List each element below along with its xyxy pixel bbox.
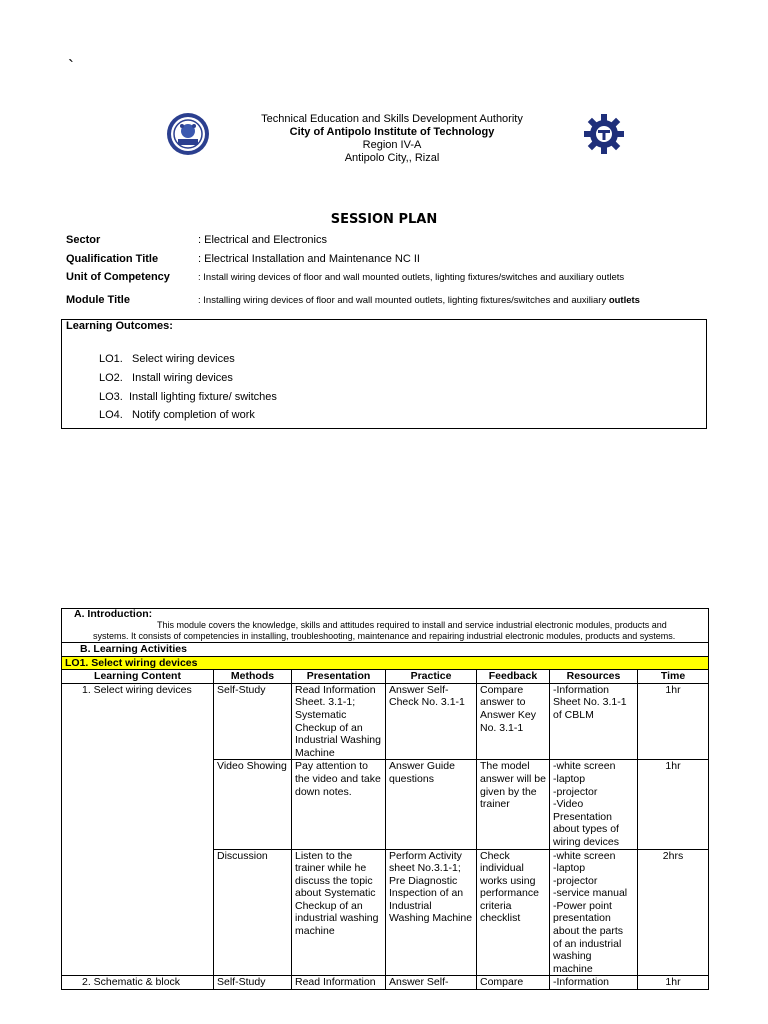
presentation-cell: Read Information — [292, 976, 386, 990]
learning-outcomes-title: Learning Outcomes: — [66, 320, 173, 332]
learning-activities-label: B. Learning Activities — [62, 643, 709, 657]
page-title: SESSION PLAN — [330, 212, 438, 227]
session-plan-table — [61, 608, 709, 990]
methods-cell: Video Showing — [214, 760, 292, 849]
introduction-label: A. Introduction: — [74, 608, 153, 620]
institute-name: City of Antipolo Institute of Technology — [289, 126, 495, 138]
header-time: Time — [638, 670, 709, 684]
resources-cell: -Information Sheet No. 3.1-1 of CBLM — [550, 683, 638, 760]
qualification-value: : Electrical Installation and Maintenance NC II — [198, 253, 420, 265]
module-value-bold: outlets — [608, 295, 640, 306]
methods-cell: Self-Study — [214, 976, 292, 990]
header-presentation: Presentation — [292, 670, 386, 684]
practice-cell: Perform Activity sheet No.3.1-1; Pre Diagnostic Inspection of an Industrial Washing Machine — [386, 849, 477, 976]
table-row — [62, 683, 709, 760]
lo1-label: LO1. Select wiring devices — [62, 656, 709, 670]
resources-cell: -Information — [550, 976, 638, 990]
table-header-row — [62, 670, 709, 684]
stray-mark: ` — [68, 57, 74, 77]
qualification-label: Qualification Title — [66, 253, 159, 265]
city: Antipolo City,, Rizal — [344, 152, 440, 164]
practice-cell: Answer Self-Check No. 3.1-1 — [386, 683, 477, 760]
time-cell: 2hrs — [638, 849, 709, 976]
feedback-cell: The model answer will be given by the trainer — [477, 760, 550, 849]
outcome-item: LO2. Install wiring devices — [99, 372, 233, 384]
outcome-item: LO1. Select wiring devices — [99, 353, 235, 365]
unit-label: Unit of Competency — [66, 271, 170, 283]
introduction-row — [62, 609, 709, 643]
sector-value: : Electrical and Electronics — [198, 234, 327, 246]
feedback-cell: Compare — [477, 976, 550, 990]
table-row — [62, 976, 709, 990]
header-practice: Practice — [386, 670, 477, 684]
learning-content-cell: 1. Select wiring devices — [62, 683, 214, 976]
institution-header — [200, 113, 584, 165]
practice-cell: Answer Self- — [386, 976, 477, 990]
practice-cell: Answer Guide questions — [386, 760, 477, 849]
sector-label: Sector — [66, 234, 101, 246]
time-cell: 1hr — [638, 976, 709, 990]
introduction-cell — [62, 609, 709, 643]
learning-activities-row — [62, 643, 709, 657]
introduction-text: This module covers the knowledge, skills and attitudes required to install and service industrial electronic modules, products and systems. It consists of competencies in installing, troubleshooting, maintenance and repairing industrial electronic modules, products and systems. — [93, 620, 676, 641]
tesda-gear-logo — [583, 113, 625, 155]
header-resources: Resources — [550, 670, 638, 684]
resources-cell: -white screen -laptop -projector -Video Presentation about types of wiring devices — [550, 760, 638, 849]
methods-cell: Self-Study — [214, 683, 292, 760]
header-methods: Methods — [214, 670, 292, 684]
header-feedback: Feedback — [477, 670, 550, 684]
unit-value: : Install wiring devices of floor and wall mounted outlets, lighting fixtures/switches and auxiliary outlets — [198, 272, 625, 283]
module-value: : Installing wiring devices of floor and wall mounted outlets, lighting fixtures/switches and auxiliary outlets — [198, 295, 640, 306]
learning-outcomes-box — [61, 319, 707, 429]
time-cell: 1hr — [638, 760, 709, 849]
presentation-cell: Read Information Sheet. 3.1-1; Systematic Checkup of an Industrial Washing Machine — [292, 683, 386, 760]
agency-name: Technical Education and Skills Development Authority — [261, 113, 523, 125]
outcome-item: LO4. Notify completion of work — [99, 409, 255, 421]
region: Region IV-A — [362, 139, 422, 151]
header-learning-content: Learning Content — [62, 670, 214, 684]
lo1-row — [62, 656, 709, 670]
feedback-cell: Check individual works using performance criteria checklist — [477, 849, 550, 976]
presentation-cell: Listen to the trainer while he discuss the topic about Systematic Checkup of an industrial washing machine — [292, 849, 386, 976]
outcome-item: LO3. Install lighting fixture/ switches — [99, 391, 277, 403]
methods-cell: Discussion — [214, 849, 292, 976]
feedback-cell: Compare answer to Answer Key No. 3.1-1 — [477, 683, 550, 760]
presentation-cell: Pay attention to the video and take down notes. — [292, 760, 386, 849]
resources-cell: -white screen -laptop -projector -service manual -Power point presentation about the parts of an industrial washing machine — [550, 849, 638, 976]
module-label: Module Title — [66, 294, 130, 306]
time-cell: 1hr — [638, 683, 709, 760]
learning-content-cell: 2. Schematic & block — [62, 976, 214, 990]
